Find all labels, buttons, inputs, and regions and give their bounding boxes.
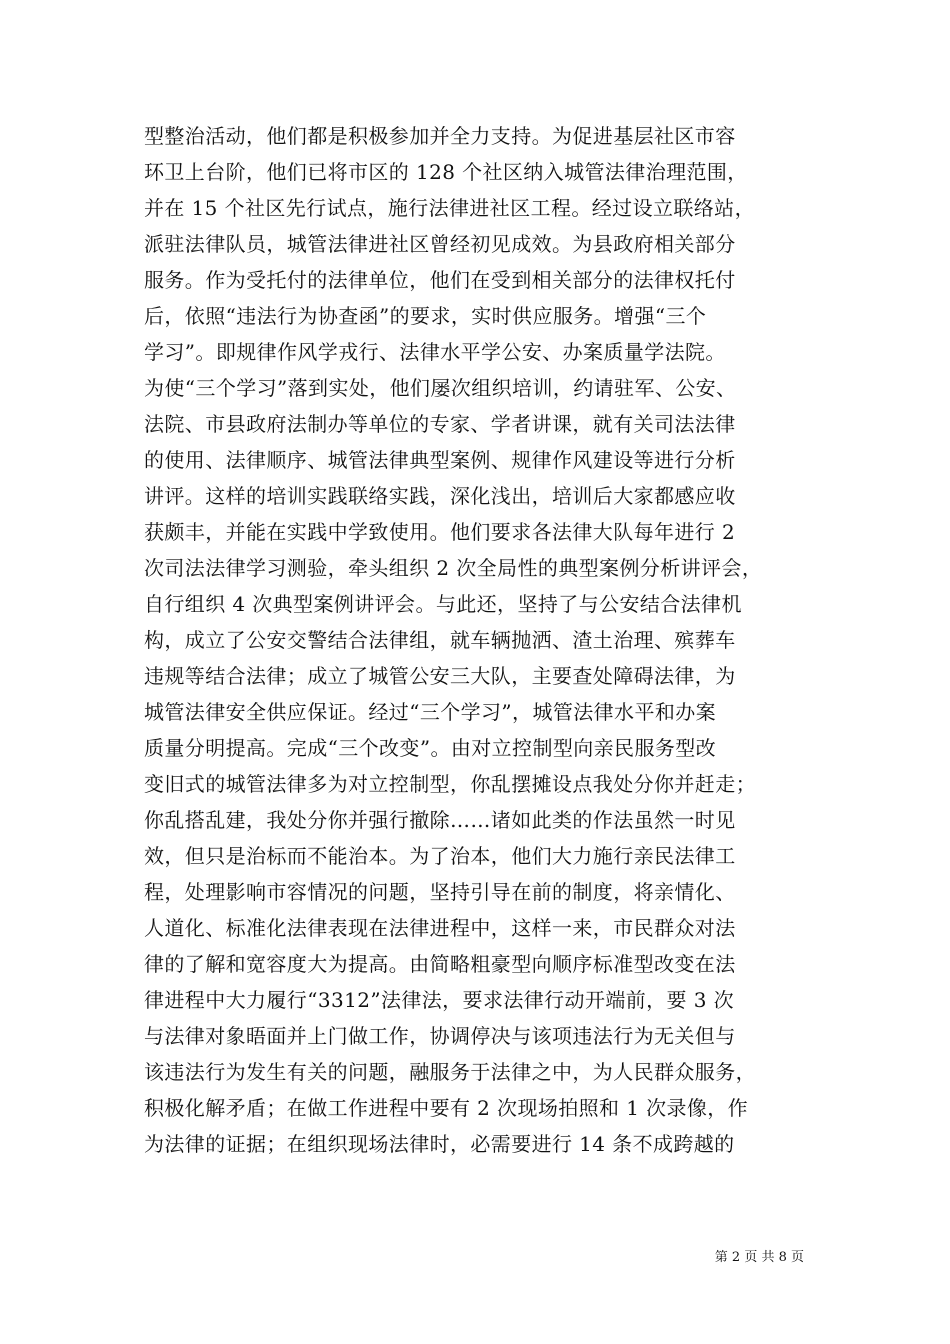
text-line: 律的了解和宽容度大为提高。由简略粗豪型向顺序标准型改变在法 [144, 952, 736, 976]
text-line: 型整治活动，他们都是积极参加并全力支持。为促进基层社区市容 [144, 124, 736, 148]
text-line: 的使用、法律顺序、城管法律典型案例、规律作风建设等进行分析 [144, 448, 736, 472]
text-line: 讲评。这样的培训实践联络实践，深化浅出，培训后大家都感应收 [144, 484, 736, 508]
text-line: 人道化、标准化法律表现在法律进程中，这样一来，市民群众对法 [144, 916, 736, 940]
body-text [144, 118, 808, 1162]
text-line: 效，但只是治标而不能治本。为了治本，他们大力施行亲民法律工 [144, 844, 736, 868]
text-line: 质量分明提高。完成“三个改变”。由对立控制型向亲民服务型改 [144, 736, 717, 760]
text-line: 你乱搭乱建，我处分你并强行撤除……诸如此类的作法虽然一时见 [144, 808, 736, 832]
text-line: 后，依照“违法行为协查函”的要求，实时供应服务。增强“三个 [144, 304, 707, 328]
text-line: 为法律的证据；在组织现场法律时，必需要进行 14 条不成跨越的 [144, 1132, 735, 1156]
text-line: 法院、市县政府法制办等单位的专家、学者讲课，就有关司法法律 [144, 412, 736, 436]
text-line: 违规等结合法律；成立了城管公安三大队，主要查处障碍法律，为 [144, 664, 736, 688]
text-line: 派驻法律队员，城管法律进社区曾经初见成效。为县政府相关部分 [144, 232, 736, 256]
text-line: 律进程中大力履行“3312”法律法，要求法律行动开端前，要 3 次 [144, 988, 734, 1012]
text-line: 程，处理影响市容情况的问题，坚持引导在前的制度，将亲情化、 [144, 880, 736, 904]
text-line: 城管法律安全供应保证。经过“三个学习”，城管法律水平和办案 [144, 700, 717, 724]
text-line: 构，成立了公安交警结合法律组，就车辆抛洒、渣土治理、殡葬车 [144, 628, 736, 652]
text-line: 环卫上台阶，他们已将市区的 128 个社区纳入城管法律治理范围， [144, 160, 748, 184]
text-line: 次司法法律学习测验，牵头组织 2 次全局性的典型案例分析讲评会， [144, 556, 763, 580]
text-line: 学习”。即规律作风学戎行、法律水平学公安、办案质量学法院。 [144, 340, 726, 364]
text-line: 与法律对象晤面并上门做工作，协调停决与该项违法行为无关但与 [144, 1024, 736, 1048]
text-line: 为使“三个学习”落到实处，他们屡次组织培训，约请驻军、公安、 [144, 376, 737, 400]
text-line: 变旧式的城管法律多为对立控制型，你乱摆摊设点我处分你并赶走； [144, 772, 756, 796]
text-line: 自行组织 4 次典型案例讲评会。与此还，坚持了与公安结合法律机 [144, 592, 742, 616]
text-line: 该违法行为发生有关的问题，融服务于法律之中，为人民群众服务， [144, 1060, 756, 1084]
text-line: 积极化解矛盾；在做工作进程中要有 2 次现场拍照和 1 次录像，作 [144, 1096, 749, 1120]
page-number: 第 2 页 共 8 页 [714, 1250, 804, 1265]
text-line: 获颇丰，并能在实践中学致使用。他们要求各法律大队每年进行 2 [144, 520, 736, 544]
text-line: 并在 15 个社区先行试点，施行法律进社区工程。经过设立联络站， [144, 196, 755, 220]
text-line: 服务。作为受托付的法律单位，他们在受到相关部分的法律权托付 [144, 268, 736, 292]
